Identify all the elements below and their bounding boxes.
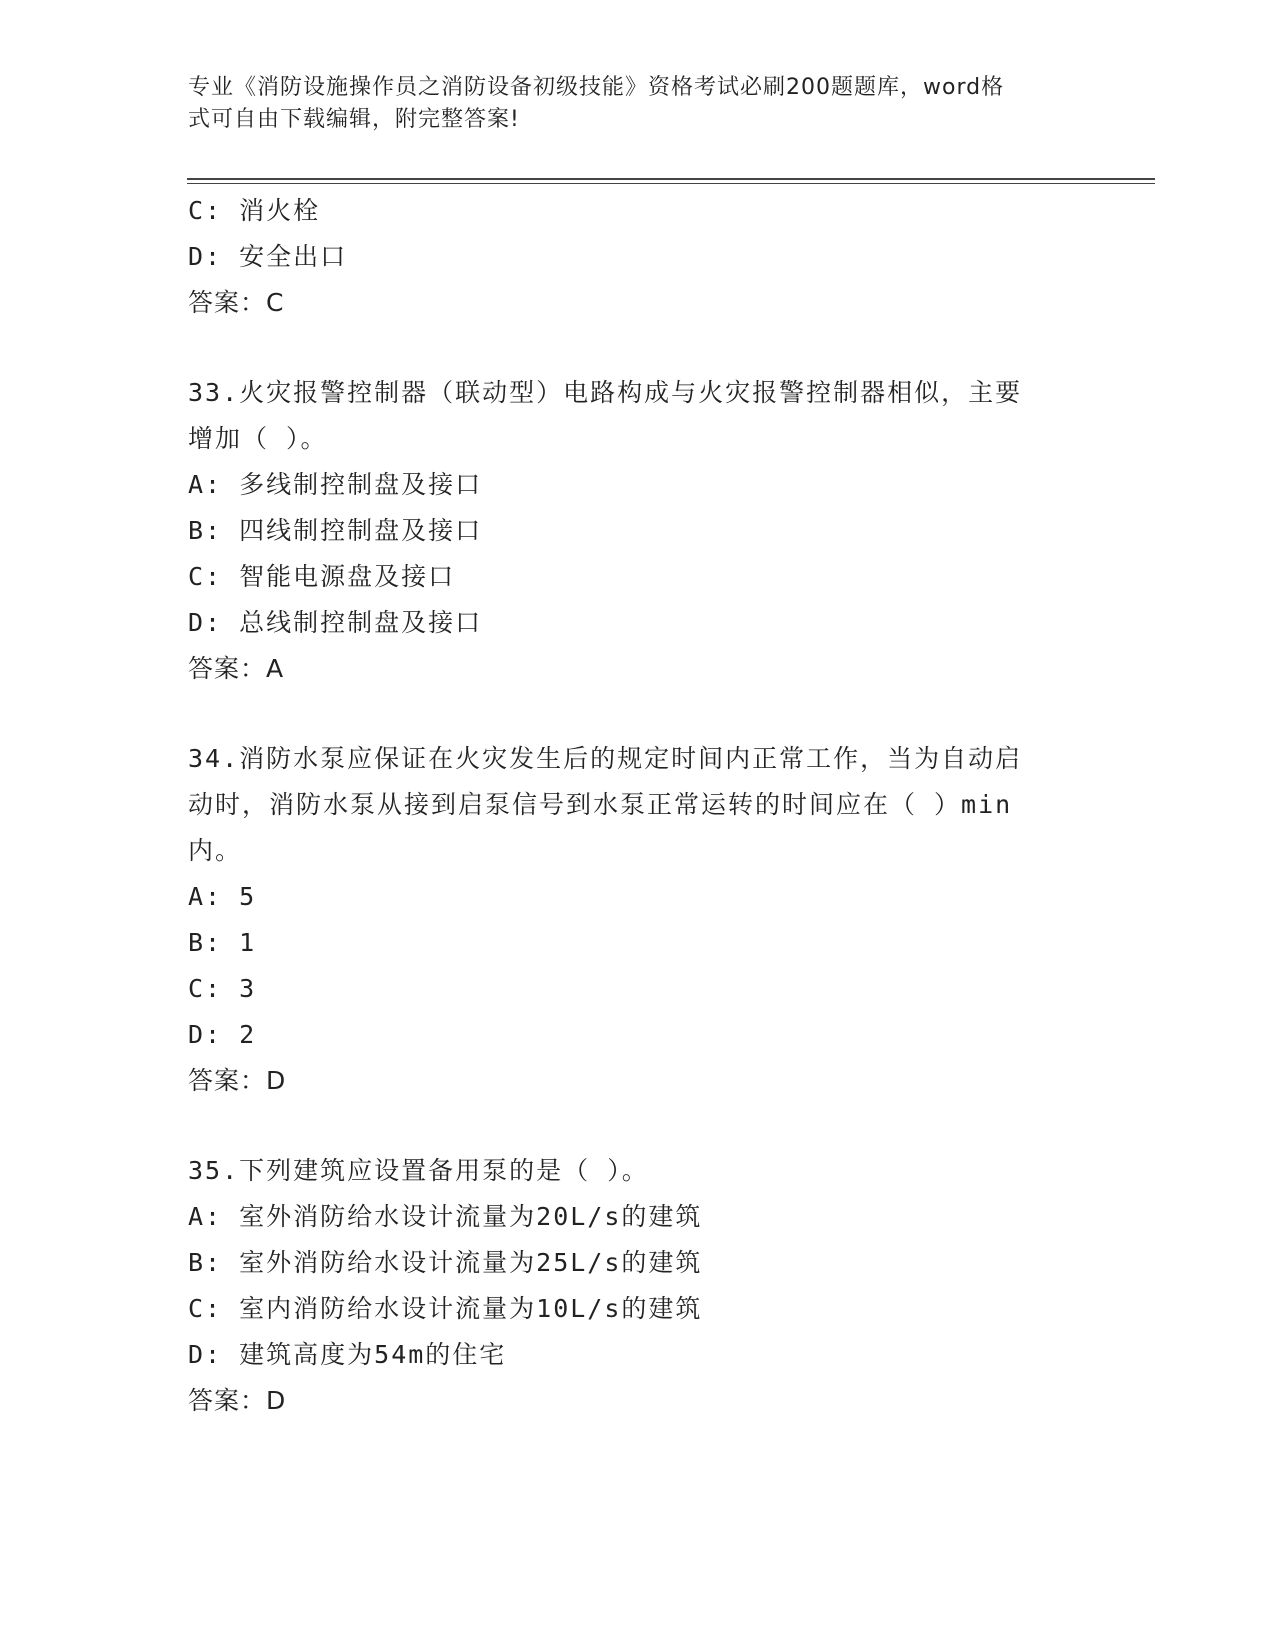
question-block-34 <box>188 736 1088 1104</box>
answer-label: 答案：A <box>188 654 285 683</box>
option-a: A: 多线制控制盘及接口 <box>188 470 483 499</box>
spacer <box>188 692 1088 736</box>
option-a: A: 室外消防给水设计流量为20L/s的建筑 <box>188 1202 703 1231</box>
option-b: B: 室外消防给水设计流量为25L/s的建筑 <box>188 1248 703 1277</box>
option-d: D: 2 <box>188 1020 257 1049</box>
option-b: B: 四线制控制盘及接口 <box>188 516 483 545</box>
question-text: 34.消防水泵应保证在火灾发生后的规定时间内正常工作，当为自动启 <box>188 744 1023 773</box>
question-text: 33.火灾报警控制器（联动型）电路构成与火灾报警控制器相似，主要 <box>188 378 1023 407</box>
option-b: B: 1 <box>188 928 257 957</box>
option-a: A: 5 <box>188 882 257 911</box>
question-list <box>188 188 1088 1424</box>
question-block-prev <box>188 188 1088 326</box>
answer-label: 答案：D <box>188 1386 287 1415</box>
option-c: C: 3 <box>188 974 257 1003</box>
question-text: 增加（ ）。 <box>188 424 328 453</box>
option-d: D: 安全出口 <box>188 242 348 271</box>
answer-label: 答案：D <box>188 1066 287 1095</box>
question-text: 35.下列建筑应设置备用泵的是（ ）。 <box>188 1156 649 1185</box>
header-divider-thin <box>187 183 1155 184</box>
option-c: C: 室内消防给水设计流量为10L/s的建筑 <box>188 1294 703 1323</box>
question-text: 内。 <box>188 836 243 865</box>
option-c: C: 智能电源盘及接口 <box>188 562 456 591</box>
header-line-2: 式可自由下载编辑，附完整答案! <box>188 107 520 132</box>
option-d: D: 总线制控制盘及接口 <box>188 608 483 637</box>
question-block-33 <box>188 370 1088 692</box>
document-header <box>188 72 1068 136</box>
option-d: D: 建筑高度为54m的住宅 <box>188 1340 507 1369</box>
option-c: C: 消火栓 <box>188 196 321 225</box>
answer-label: 答案：C <box>188 288 285 317</box>
spacer <box>188 326 1088 370</box>
question-text: 动时，消防水泵从接到启泵信号到水泵正常运转的时间应在（ ）min <box>188 790 1013 819</box>
question-block-35 <box>188 1148 1088 1424</box>
header-line-1: 专业《消防设施操作员之消防设备初级技能》资格考试必刷200题题库，word格 <box>188 75 1005 100</box>
header-divider-thick <box>187 178 1155 180</box>
spacer <box>188 1104 1088 1148</box>
